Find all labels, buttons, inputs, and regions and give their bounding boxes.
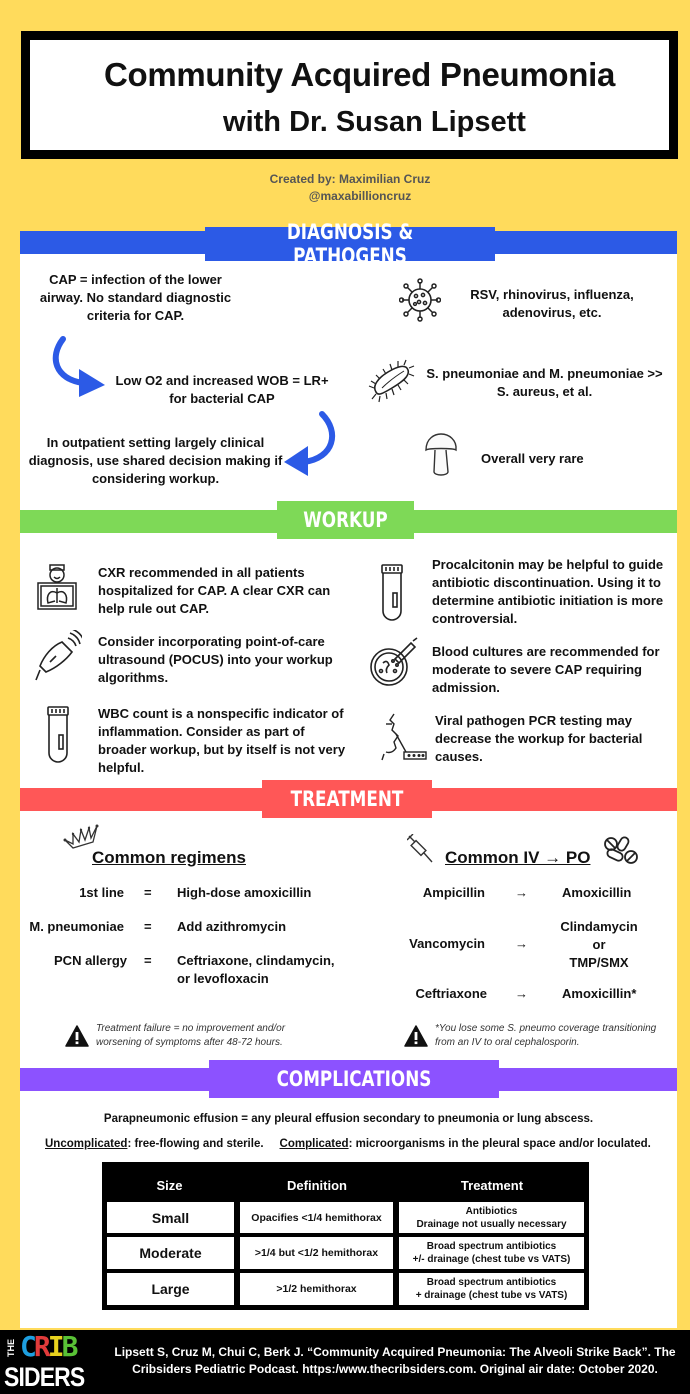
test-tube-icon [46,705,70,763]
effusion-definition: Parapneumonic effusion = any pleural effusion secondary to pneumonia or lung abscess. [103,1113,594,1125]
workup-wbc-text: WBC count is a nonspecific indicator of inflammation. Consider as part of broader workup, but by itself is not very helpful. [98,706,346,775]
treatment-line: Antibiotics [465,1205,518,1217]
workup-blood-cultures-text: Blood cultures are recommended for moderate to severe CAP requiring admission. [432,644,660,695]
title-box [21,31,678,159]
workup-tab [277,501,414,539]
pathogen-fungal-text: Overall very rare [481,451,584,466]
regimen-eq: = [144,885,152,900]
effusion-table [102,1162,589,1310]
iv-drug: Ampicillin [422,885,485,900]
regimen-label: M. pneumoniae [29,919,124,934]
treatment-line: + drainage (chest tube vs VATS) [415,1290,568,1301]
complicated-label: Complicated [279,1138,349,1150]
treatment-line: Broad spectrum antibiotics [426,1241,557,1252]
table-cell-size: Large [107,1273,234,1305]
table-cell-treatment [399,1273,584,1305]
logo-letter: R [33,1330,48,1363]
regimen-label: PCN allergy [54,953,127,968]
curved-arrow-icon [282,410,342,480]
regimens-note: Treatment failure = no improvement and/or worsening of symptoms after 48-72 hours. [96,1023,286,1048]
treatment-line: Drainage not usually necessary [416,1218,567,1230]
treatment-heading: TREATMENT [290,787,404,811]
po-drug: Amoxicillin* [562,986,637,1001]
logo-the: THE [6,1339,16,1357]
ultrasound-probe-icon [34,630,82,682]
po-drug-option-1: Clindamycin [560,919,638,934]
bacteria-icon [368,358,416,404]
treatment-tab [262,780,432,818]
iv-po-arrow: → [515,986,528,1001]
po-drug [556,918,642,972]
table-cell-size: Moderate [107,1237,234,1269]
complications-tab [209,1060,499,1098]
iv-po-note: *You lose some S. pneumo coverage transitioning from an IV to oral cephalosporin. [435,1023,657,1048]
syringe-icon [407,834,433,864]
regimen-value: Ceftriaxone, clindamycin, or levofloxacin [177,953,335,986]
diagnosis-heading: DIAGNOSIS & PATHOGENS [286,220,414,268]
table-header-size: Size [156,1178,183,1193]
test-tube-icon [380,563,404,621]
logo-crib [20,1332,75,1362]
table-cell-definition: >1/4 but <1/2 hemithorax [240,1237,393,1269]
logo-siders: SIDERS [4,1362,85,1392]
table-cell-treatment [399,1202,584,1233]
logo-letter: I [47,1330,62,1363]
regimen-eq: = [144,953,152,968]
page-title: Community Acquired Pneumonia [103,56,616,93]
regimen-eq: = [144,919,152,934]
po-drug: Amoxicillin [562,885,632,900]
complications-heading: COMPLICATIONS [276,1067,432,1091]
diagnosis-tab [205,220,495,268]
regimen-value: Add azithromycin [177,919,287,934]
virus-icon [399,278,441,322]
nasal-swab-icon [380,712,432,762]
pills-icon [603,835,639,867]
citation: Lipsett S, Cruz M, Chui C, Berk J. “Community Acquired Pneumonia: The Alveoli Strike Back”. The Cribsiders Pediatric Podcast. https:/www.thecribsiders.com. Original air date: October 2020. [114,1345,676,1376]
workup-heading: WORKUP [303,508,388,532]
complicated-text: : microorganisms in the pleural space and/or loculated. [348,1138,651,1150]
workup-procalcitonin-text: Procalcitonin may be helpful to guide antibiotic discontinuation. Using it to determine antibiotic initiation is more controversial. [432,557,664,626]
treatment-line: +/- drainage (chest tube vs VATS) [412,1254,571,1265]
pathogen-viral-text: RSV, rhinovirus, influenza, adenovirus, etc. [470,287,634,320]
mushroom-icon [423,432,459,478]
warning-icon [404,1025,428,1047]
regimens-title: Common regimens [92,848,246,867]
iv-drug: Vancomycin [409,936,485,951]
po-drug-or: or [592,937,606,952]
logo-letter: C [20,1330,34,1363]
regimen-label: 1st line [79,885,124,900]
cribsiders-logo [2,1332,98,1392]
warning-icon [65,1025,89,1047]
regimen-value: High-dose amoxicillin [177,885,312,900]
diagnosis-text-3: In outpatient setting largely clinical diagnosis, use shared decision making if considering workup. [28,435,283,486]
iv-po-arrow: → [515,936,528,951]
table-header-treatment: Treatment [460,1178,524,1193]
table-cell-size: Small [107,1202,234,1233]
credit-handle: @maxabillioncruz [308,189,412,203]
po-drug-option-2: TMP/SMX [569,955,629,970]
table-cell-definition: >1/2 hemithorax [240,1273,393,1305]
page-subtitle: with Dr. Susan Lipsett [223,106,526,138]
workup-cxr-text: CXR recommended in all patients hospitalized for CAP. A clear CXR can help rule out CAP. [98,565,331,616]
curved-arrow-icon [45,335,110,400]
effusion-types [45,1135,685,1153]
workup-pcr-text: Viral pathogen PCR testing may decrease the workup for bacterial causes. [435,713,643,764]
iv-drug: Ceftriaxone [415,986,487,1001]
iv-po-title: Common IV → PO [445,848,591,867]
uncomplicated-label: Uncomplicated [45,1138,128,1150]
credit-author: Created by: Maximilian Cruz [269,172,431,186]
treatment-line: Broad spectrum antibiotics [426,1277,557,1288]
table-cell-definition: Opacifies <1/4 hemithorax [240,1202,393,1233]
petri-dish-icon [369,637,419,687]
diagnosis-text-1: CAP = infection of the lower airway. No standard diagnostic criteria for CAP. [39,272,232,323]
pathogen-bacterial-text: S. pneumoniae and M. pneumoniae >> S. aureus, et al. [426,366,663,399]
logo-letter: B [61,1330,76,1363]
uncomplicated-text: : free-flowing and sterile. [127,1138,264,1150]
table-header-definition: Definition [287,1178,347,1193]
table-cell-treatment [399,1237,584,1269]
diagnosis-text-2: Low O2 and increased WOB = LR+ for bacterial CAP [115,373,329,406]
iv-po-arrow: → [515,885,528,900]
workup-pocus-text: Consider incorporating point-of-care ultrasound (POCUS) into your workup algorithms. [98,634,333,685]
xray-icon [36,563,78,611]
